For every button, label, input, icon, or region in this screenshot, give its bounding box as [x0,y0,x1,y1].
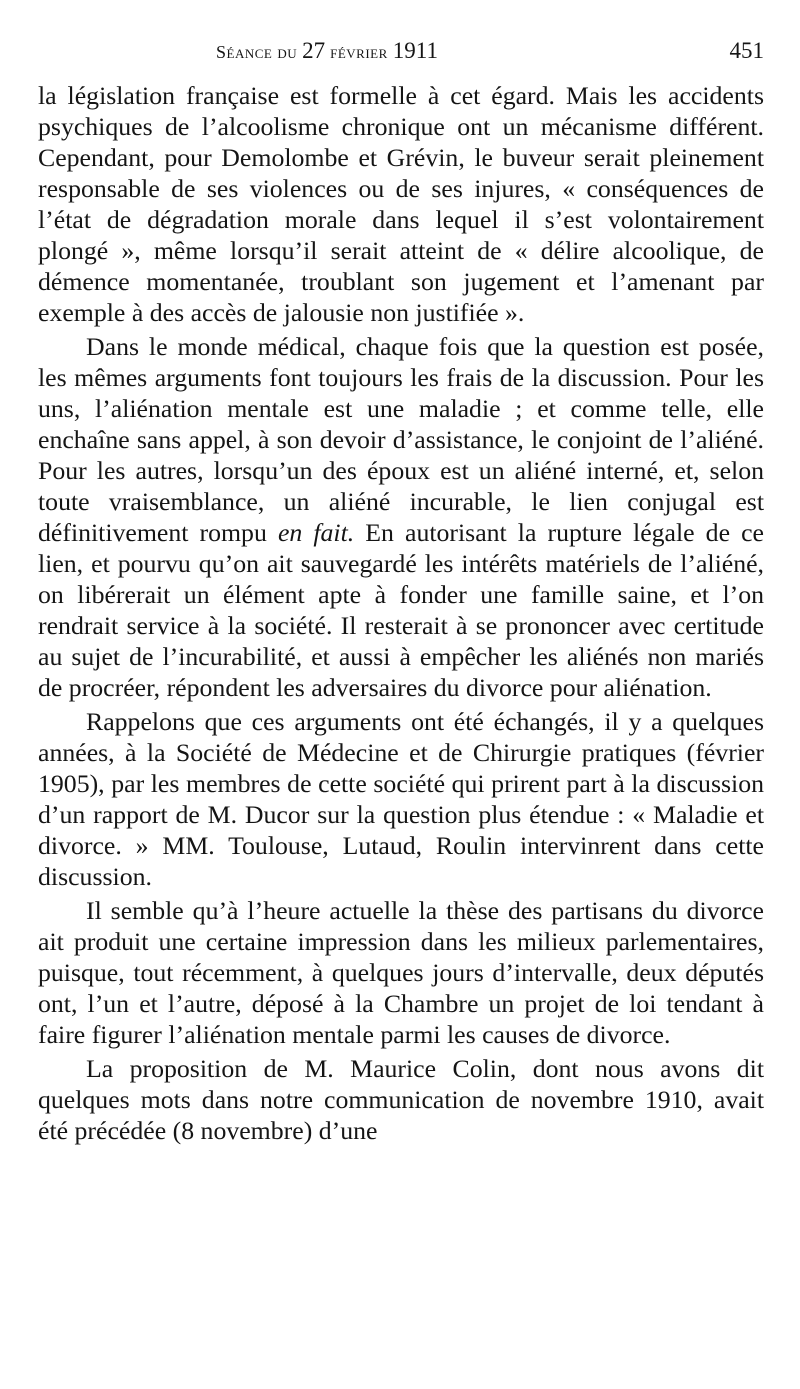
running-title-month: février [325,42,393,62]
paragraph-text: Dans le monde médical, chaque fois que la question est posée, les mêmes arguments font toujours les frais de la discussion. Pour les uns, l’aliénation mentale est une maladie ; et comme telle, elle enchaîne sans appel, à son devoir d’assistance, le conjoint de l’aliéné. Pour les autres, lorsqu’un des époux est un aliéné interné, et, selon toute vraisemblance, un aliéné incurable, le lien conjugal est définitivement rompu [38,332,764,547]
paragraph-text: La proposition de M. Maurice Colin, dont nous avons dit quelques mots dans notre communication de novembre 1910, avait été précédée (8 novembre) d’une [38,1054,764,1145]
paragraph-text-continued: En autorisant la rupture légale de ce lien, et pourvu qu’on ait sauvegardé les intérêts matériels de l’aliéné, on libérerait un élément apte à fonder une famille saine, et l’on rendrait service à la société. Il resterait à se prononcer avec certitude au sujet de l’incurabilité, et aussi à empêcher les aliénés non mariés de procréer, répondent les adversaires du divorce pour aliénation. [38,518,765,702]
paragraph-text: la législation française est formelle à cet égard. Mais les accidents psychiques de l’alcoolisme chronique ont un mécanisme différent. Cependant, pour Demolombe et Grévin, le buveur serait pleinement responsable de ses violences ou de ses injures, « conséquences de l’état de dégradation morale dans lequel il s’est volontairement plongé », même lorsqu’il serait atteint de « délire alcoolique, de démence momentanée, troublant son jugement et l’amenant par exemple à des accès de jalousie non justifiée ». [38,81,764,327]
running-title-year: 1911 [392,38,438,63]
paragraph-4 [38,895,764,1050]
running-title-prefix: Séance du [216,42,303,62]
paragraph-1 [38,80,764,328]
running-title [216,38,438,64]
paragraph-2 [38,331,764,703]
paragraph-text: Il semble qu’à l’heure actuelle la thèse des partisans du divorce ait produit une certaine impression dans les milieux parlementaires, puisque, tout récemment, à quelques jours d’intervalle, deux députés ont, l’un et l’autre, déposé à la Chambre un projet de loi tendant à faire figurer l’aliénation mentale parmi les causes de divorce. [38,896,764,1049]
running-title-day: 27 [302,38,326,63]
paragraph-5 [38,1053,764,1146]
emphasis-text: en fait. [277,518,355,547]
paragraph-3 [38,706,764,892]
page-number: 451 [729,38,764,63]
page-header [38,32,764,80]
body-text [38,80,764,1146]
paragraph-text: Rappelons que ces arguments ont été échangés, il y a quelques années, à la Société de Médecine et de Chirurgie pratiques (février 1905), par les membres de cette société qui prirent part à la discussion d’un rapport de M. Ducor sur la question plus étendue : « Maladie et divorce. » MM. Toulouse, Lutaud, Roulin intervinrent dans cette discussion. [38,707,764,891]
book-page [38,32,764,1146]
